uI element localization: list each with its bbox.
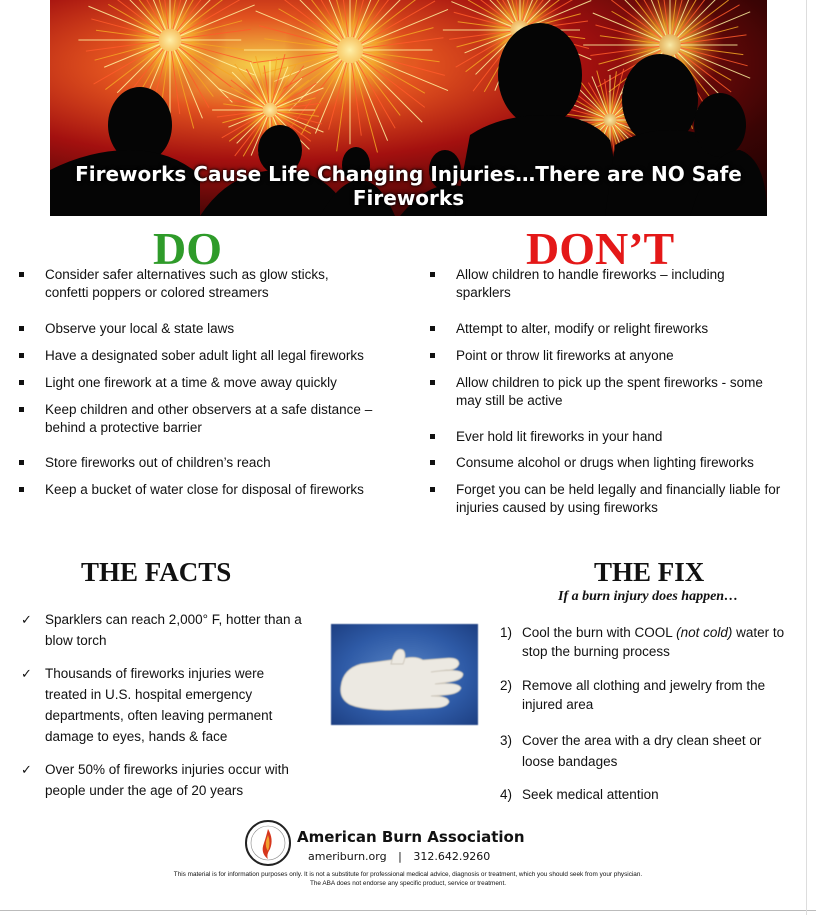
dont-heading: DON’T — [526, 223, 675, 274]
separator: | — [398, 850, 402, 863]
list-item: Forget you can be held legally and financially liable for injuries caused by using fireworks — [456, 481, 796, 517]
banner-title: Fireworks Cause Life Changing Injuries…There are NO Safe Fireworks — [75, 162, 742, 210]
page-divider — [0, 910, 816, 911]
bullet-icon — [19, 407, 24, 412]
fix-subtitle: If a burn injury does happen… — [558, 589, 739, 604]
bullet-icon — [19, 353, 24, 358]
list-item: Ever hold lit fireworks in your hand — [456, 428, 786, 446]
org-contact — [308, 850, 490, 863]
list-item: ✓ Over 50% of fireworks injuries occur with people under the age of 20 years — [45, 759, 315, 801]
list-item: 3) Cover the area with a dry clean sheet or loose bandages — [500, 733, 762, 769]
list-item: 4) Seek medical attention — [500, 787, 659, 802]
disclaimer-line: This material is for information purposes only. It is not a substitute for professional medical advice, diagnosis or treatment, which you should seek from your physician. — [173, 871, 643, 878]
aba-logo — [244, 819, 292, 867]
aba-logo-icon — [244, 819, 292, 867]
hero-banner — [50, 0, 767, 216]
bandaged-hand-photo — [331, 624, 478, 725]
page-divider — [806, 0, 807, 915]
checkmark-icon: ✓ — [21, 612, 32, 627]
bullet-icon — [430, 326, 435, 331]
website-link[interactable]: ameriburn.org — [308, 850, 387, 863]
facts-heading: THE FACTS — [81, 557, 232, 587]
list-item: Attempt to alter, modify or relight fireworks — [456, 320, 786, 338]
phone-number: 312.642.9260 — [413, 850, 491, 863]
bullet-icon — [430, 434, 435, 439]
list-item: Consume alcohol or drugs when lighting fireworks — [456, 454, 796, 472]
checkmark-icon: ✓ — [21, 762, 32, 777]
bullet-icon — [430, 460, 435, 465]
list-item: Store fireworks out of children’s reach — [45, 454, 405, 472]
org-name: American Burn Association — [297, 828, 525, 846]
disclaimer-line: The ABA does not endorse any specific product, service or treatment. — [309, 880, 507, 887]
bullet-icon — [430, 380, 435, 385]
list-item: Observe your local & state laws — [45, 320, 395, 338]
list-item: 2) Remove all clothing and jewelry from the injured area — [500, 678, 766, 712]
list-item: Consider safer alternatives such as glow sticks, confetti poppers or colored streamers — [45, 266, 375, 302]
do-heading: DO — [153, 223, 222, 274]
list-item: Point or throw lit fireworks at anyone — [456, 347, 786, 365]
bullet-icon — [19, 460, 24, 465]
checkmark-icon: ✓ — [21, 666, 32, 681]
list-item: ✓ Sparklers can reach 2,000° F, hotter than a blow torch — [45, 609, 320, 651]
bullet-icon — [430, 487, 435, 492]
bullet-icon — [19, 272, 24, 277]
list-item: 1) Cool the burn with COOL (not cold) water to stop the burning process — [500, 625, 785, 659]
list-item: Allow children to pick up the spent fireworks - some may still be active — [456, 374, 766, 410]
bullet-icon — [430, 272, 435, 277]
hand-icon — [331, 624, 478, 725]
list-item: Keep children and other observers at a safe distance – behind a protective barrier — [45, 401, 395, 437]
bullet-icon — [430, 353, 435, 358]
fix-heading: THE FIX — [594, 557, 705, 587]
bullet-icon — [19, 487, 24, 492]
list-item: Light one firework at a time & move away quickly — [45, 374, 405, 392]
list-item: ✓ Thousands of fireworks injuries were treated in U.S. hospital emergency departments, often leaving permanent damage to eyes, hands & face — [45, 663, 295, 747]
bullet-icon — [19, 380, 24, 385]
bullet-icon — [19, 326, 24, 331]
list-item: Have a designated sober adult light all legal fireworks — [45, 347, 405, 365]
list-item: Allow children to handle fireworks – including sparklers — [456, 266, 756, 302]
list-item: Keep a bucket of water close for disposal of fireworks — [45, 481, 415, 499]
